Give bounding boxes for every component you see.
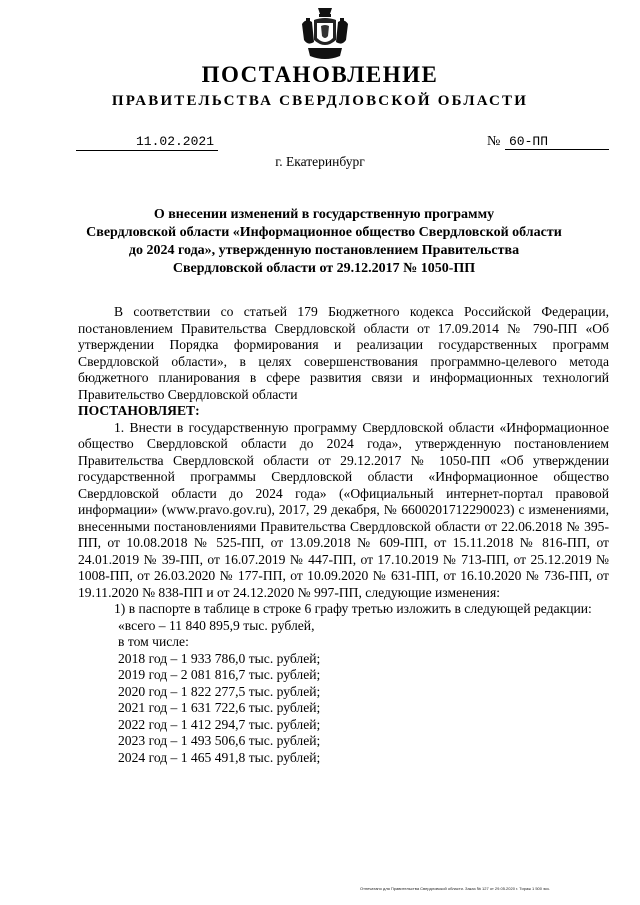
title-line: О внесении изменений в государственную программу	[153, 207, 495, 222]
list-item: 2019 год – 2 081 816,7 тыс. рублей;	[118, 667, 321, 682]
city: г. Екатеринбург	[275, 154, 365, 169]
funding-quote-list	[78, 618, 609, 767]
title-line: Свердловской области от 29.12.2017 № 1050-ПП	[172, 261, 476, 276]
document-date: 11.02.2021	[76, 134, 218, 151]
decree-word: ПОСТАНОВЛЯЕТ:	[78, 403, 200, 418]
title-line: Свердловской области «Информационное общество Свердловской области	[86, 225, 562, 240]
list-item: «всего – 11 840 895,9 тыс. рублей,	[118, 617, 315, 633]
document-body	[78, 304, 609, 766]
document-type-heading: ПОСТАНОВЛЕНИЕ	[201, 62, 439, 87]
list-item: в том числе:	[118, 634, 189, 649]
list-item: 2020 год – 1 822 277,5 тыс. рублей;	[118, 683, 321, 699]
sverdlovsk-coat-of-arms-icon	[300, 6, 350, 62]
list-item: 2024 год – 1 465 491,8 тыс. рублей;	[118, 749, 321, 765]
item-1-paragraph: 1. Внести в государственную программу Свердловской области «Информационное общество Свердловской области до 2024 года», утвержденную постановлением Правительства Свердловской области от 29.12.2017 № 1050-ПП «Об утверждении государственной программы Свердловской области «Информационное общество Свердловской области до 2024 года» («Официальный интернет-портал правовой информации» (www.pravo.gov.ru), 2017, 29 декабря, № 6600201712290023) с изменениями, внесенными постановлениями Правительства Свердловской области от 22.06.2018 № 395-ПП, от 10.08.2018 № 525-ПП, от 13.09.2018 № 609-ПП, от 15.11.2018 № 816-ПП, от 24.01.2019 № 39-ПП, от 16.07.2019 № 447-ПП, от 17.10.2019 № 713-ПП, от 25.12.2019 № 1008-ПП, от 26.03.2020 № 177-ПП, от 10.09.2020 № 631-ПП, от 16.10.2020 № 736-ПП, от 19.11.2020 № 838-ПП и от 24.12.2020 № 997-ПП, следующие изменения:	[78, 419, 609, 600]
document-number: 60-ПП	[505, 134, 609, 150]
document-title	[72, 206, 576, 278]
number-label: №	[487, 134, 501, 149]
issuer-heading: ПРАВИТЕЛЬСТВА СВЕРДЛОВСКОЙ ОБЛАСТИ	[111, 93, 529, 109]
list-item: 2018 год – 1 933 786,0 тыс. рублей;	[118, 650, 321, 666]
list-item: 2022 год – 1 412 294,7 тыс. рублей;	[118, 716, 321, 732]
list-item: 2023 год – 1 493 506,6 тыс. рублей;	[118, 733, 321, 748]
list-item: 2021 год – 1 631 722,6 тыс. рублей;	[118, 700, 321, 715]
preamble-paragraph: В соответствии со статьей 179 Бюджетного кодекса Российской Федерации, постановлением Правительства Свердловской области от 17.09.2014 № 790-ПП «Об утверждении Порядка формирования и реализации государственных программ Свердловской области», в целях совершенствования программно-целевого метода бюджетного планирования в сфере развития связи и информационных технологий Правительство Свердловской области	[78, 304, 609, 402]
print-note: Отпечатано для Правительства Свердловской области. Заказ № 127 от 29.05.2020 г. Тираж 1 500 экз.	[360, 886, 550, 891]
title-line: до 2024 года», утвержденную постановлением Правительства	[128, 243, 520, 258]
subitem-1-paragraph: 1) в паспорте в таблице в строке 6 графу третью изложить в следующей редакции:	[114, 601, 592, 616]
